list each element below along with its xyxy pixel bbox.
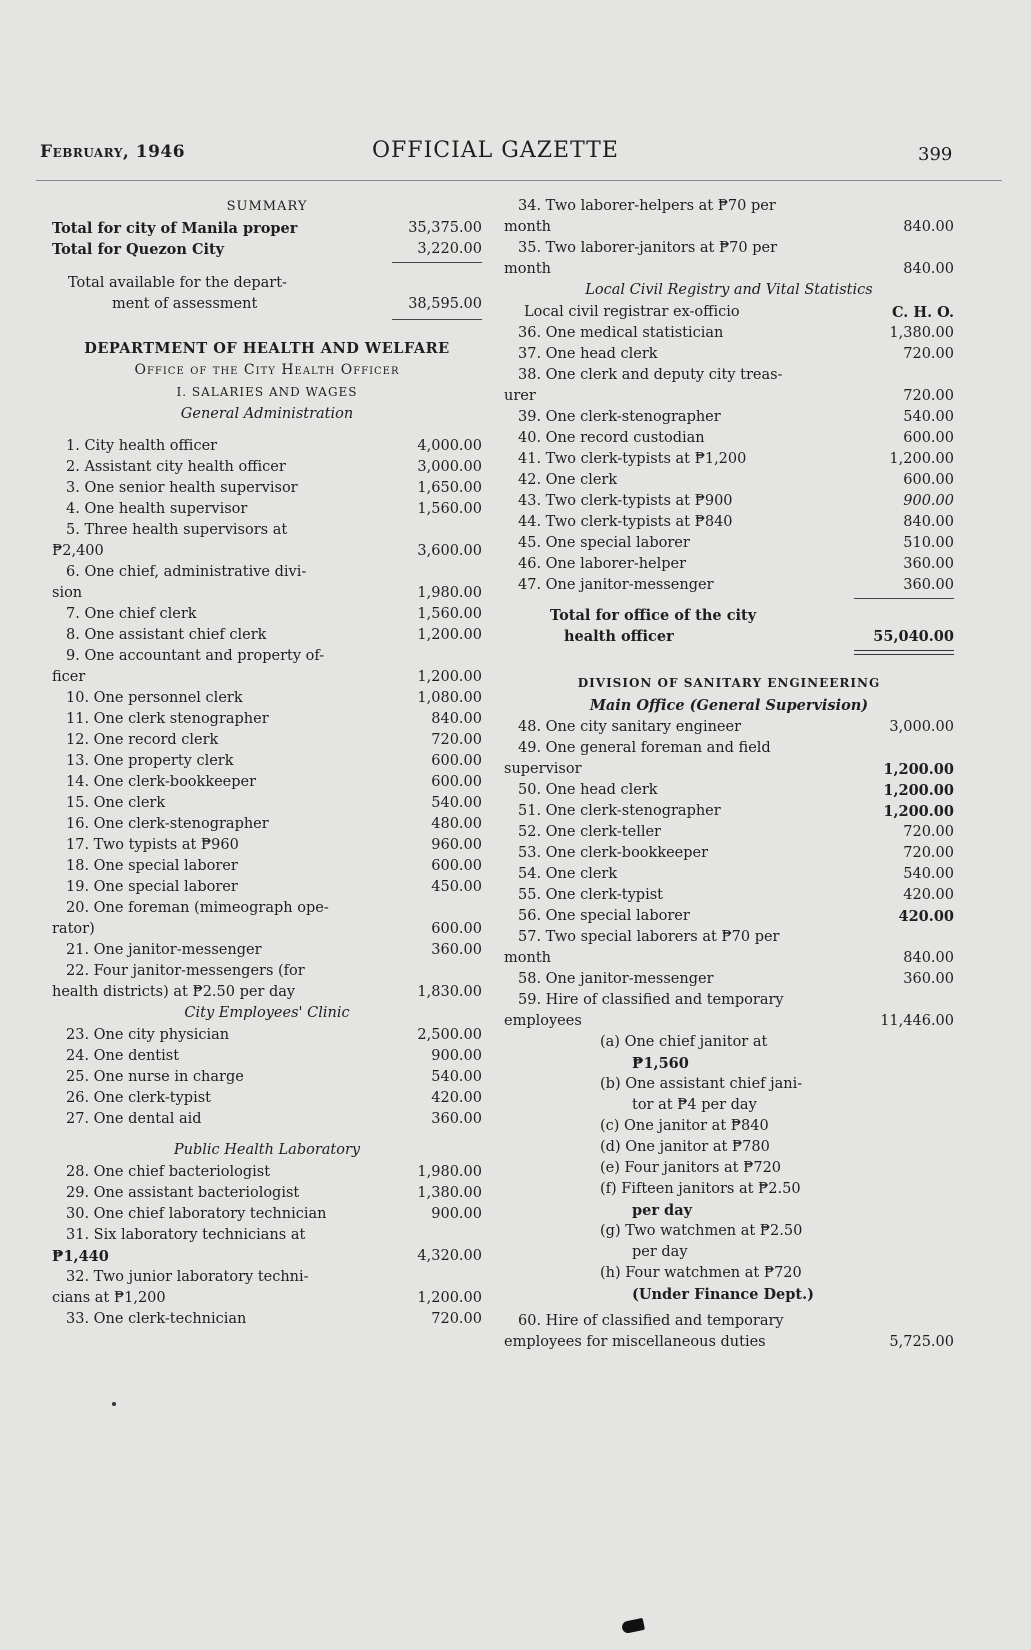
row-amount: 35,375.00 bbox=[408, 220, 482, 236]
item-row bbox=[52, 1046, 482, 1067]
row-amount: 11,446.00 bbox=[880, 1013, 954, 1029]
row-amount: 840.00 bbox=[903, 950, 954, 966]
header-rule bbox=[36, 180, 1002, 181]
row-label: ment of assessment bbox=[112, 296, 258, 312]
row-amount: 3,600.00 bbox=[417, 543, 482, 559]
item-row bbox=[52, 667, 482, 688]
item-row bbox=[504, 428, 954, 449]
row-amount: 1,080.00 bbox=[417, 690, 482, 706]
row-label: 8. One assistant chief clerk bbox=[66, 627, 267, 643]
item-row bbox=[504, 948, 954, 969]
item-row bbox=[52, 940, 482, 961]
summary-quezon-row bbox=[52, 239, 482, 260]
row-amount: 480.00 bbox=[431, 816, 482, 832]
row-amount: 720.00 bbox=[431, 1311, 482, 1327]
row-label: month bbox=[504, 219, 551, 235]
row-amount: 360.00 bbox=[903, 577, 954, 593]
row-label: ₱1,560 bbox=[632, 1055, 689, 1072]
row-label: 41. Two clerk-typists at ₱1,200 bbox=[518, 451, 747, 467]
row-label: 2. Assistant city health officer bbox=[66, 459, 286, 475]
item-row bbox=[504, 759, 954, 780]
sub-item-row bbox=[504, 1221, 954, 1242]
item-row bbox=[52, 793, 482, 814]
left-column bbox=[52, 196, 482, 1330]
row-label: 37. One head clerk bbox=[518, 346, 658, 362]
row-amount: 900.00 bbox=[431, 1048, 482, 1064]
item-row bbox=[504, 386, 954, 407]
row-amount: 1,560.00 bbox=[417, 606, 482, 622]
item-row bbox=[504, 969, 954, 990]
row-amount: 3,000.00 bbox=[417, 459, 482, 475]
row-label: 60. Hire of classified and temporary bbox=[518, 1313, 784, 1329]
row-label: 20. One foreman (mimeograph ope- bbox=[66, 900, 329, 916]
row-label: 10. One personnel clerk bbox=[66, 690, 243, 706]
row-amount: 5,725.00 bbox=[889, 1334, 954, 1350]
item-row bbox=[52, 1067, 482, 1088]
row-label: 40. One record custodian bbox=[518, 430, 705, 446]
row-amount: 55,040.00 bbox=[873, 628, 954, 645]
row-amount: 360.00 bbox=[903, 556, 954, 572]
row-amount: 3,000.00 bbox=[889, 719, 954, 735]
item-row bbox=[52, 1162, 482, 1183]
sub-item-row bbox=[504, 1074, 954, 1095]
item-row bbox=[52, 520, 482, 541]
item-row bbox=[504, 575, 954, 596]
row-label: health districts) at ₱2.50 per day bbox=[52, 984, 296, 1000]
item-row bbox=[52, 1204, 482, 1225]
total-row bbox=[504, 626, 954, 647]
row-amount: 840.00 bbox=[903, 261, 954, 277]
row-amount: 1,200.00 bbox=[883, 761, 954, 778]
item-row bbox=[52, 1183, 482, 1204]
row-label: (h) Four watchmen at ₱720 bbox=[600, 1265, 802, 1281]
row-label: 46. One laborer-helper bbox=[518, 556, 687, 572]
row-label: 51. One clerk-stenographer bbox=[518, 803, 721, 819]
item-row bbox=[504, 780, 954, 801]
row-amount: 1,200.00 bbox=[883, 782, 954, 799]
row-amount: 510.00 bbox=[903, 535, 954, 551]
general-admin-heading: General Administration bbox=[180, 406, 354, 422]
row-label: 30. One chief laboratory technician bbox=[66, 1206, 327, 1222]
row-label: 54. One clerk bbox=[518, 866, 618, 882]
row-amount: 600.00 bbox=[903, 472, 954, 488]
item-row bbox=[504, 407, 954, 428]
ink-smudge bbox=[621, 1618, 645, 1634]
item-row bbox=[52, 982, 482, 1003]
salaries-heading: I. SALARIES AND WAGES bbox=[176, 385, 358, 399]
sub-item-row bbox=[504, 1179, 954, 1200]
row-label: 34. Two laborer-helpers at ₱70 per bbox=[518, 198, 776, 214]
row-label: health officer bbox=[564, 628, 674, 645]
item-row bbox=[52, 1088, 482, 1109]
item-row bbox=[504, 238, 954, 259]
row-amount: 4,320.00 bbox=[417, 1248, 482, 1264]
row-label: 48. One city sanitary engineer bbox=[518, 719, 742, 735]
row-label: 1. City health officer bbox=[66, 438, 218, 454]
item-row bbox=[52, 646, 482, 667]
row-label: 49. One general foreman and field bbox=[518, 740, 771, 756]
row-label: 44. Two clerk-typists at ₱840 bbox=[518, 514, 733, 530]
item-row bbox=[52, 751, 482, 772]
division-title: DIVISION OF SANITARY ENGINEERING bbox=[577, 676, 881, 690]
item-row bbox=[52, 919, 482, 940]
row-amount: C. H. O. bbox=[891, 304, 954, 321]
row-label: 25. One nurse in charge bbox=[66, 1069, 244, 1085]
row-amount: 840.00 bbox=[903, 219, 954, 235]
row-label: 3. One senior health supervisor bbox=[66, 480, 298, 496]
item-row bbox=[504, 864, 954, 885]
row-label: 45. One special laborer bbox=[518, 535, 690, 551]
row-label: Total for city of Manila proper bbox=[52, 220, 298, 237]
row-amount: 4,000.00 bbox=[417, 438, 482, 454]
row-label: (a) One chief janitor at bbox=[600, 1034, 768, 1050]
row-amount: 720.00 bbox=[903, 346, 954, 362]
row-amount: 420.00 bbox=[903, 887, 954, 903]
item-row bbox=[52, 583, 482, 604]
row-amount: 1,380.00 bbox=[889, 325, 954, 341]
row-label: rator) bbox=[52, 921, 95, 937]
row-amount: 1,200.00 bbox=[883, 803, 954, 820]
row-label: 11. One clerk stenographer bbox=[66, 711, 269, 727]
row-amount: 600.00 bbox=[431, 921, 482, 937]
item-row bbox=[504, 822, 954, 843]
item-row bbox=[504, 717, 954, 738]
item-row bbox=[52, 835, 482, 856]
item-row bbox=[52, 730, 482, 751]
item-row bbox=[504, 323, 954, 344]
row-label: 42. One clerk bbox=[518, 472, 618, 488]
row-label: 4. One health supervisor bbox=[66, 501, 248, 517]
item-row bbox=[504, 512, 954, 533]
item-row bbox=[52, 625, 482, 646]
row-amount: 1,200.00 bbox=[417, 669, 482, 685]
sub-item-row bbox=[504, 1158, 954, 1179]
item-row bbox=[52, 856, 482, 877]
item-row bbox=[52, 436, 482, 457]
row-label: sion bbox=[52, 585, 83, 601]
row-label: (e) Four janitors at ₱720 bbox=[600, 1160, 782, 1176]
item-row bbox=[52, 898, 482, 919]
row-label: (b) One assistant chief jani- bbox=[600, 1076, 803, 1092]
row-label: 32. Two junior laboratory techni- bbox=[66, 1269, 309, 1285]
sub-item-row bbox=[504, 1116, 954, 1137]
item-row bbox=[504, 449, 954, 470]
header-date: February, 1946 bbox=[40, 142, 186, 162]
sub-item-row bbox=[504, 1284, 954, 1305]
row-label: cians at ₱1,200 bbox=[52, 1290, 166, 1306]
sub-item-row bbox=[504, 1032, 954, 1053]
row-label: 39. One clerk-stenographer bbox=[518, 409, 721, 425]
row-label: (Under Finance Dept.) bbox=[632, 1286, 815, 1303]
row-amount: 720.00 bbox=[903, 388, 954, 404]
row-label: 5. Three health supervisors at bbox=[66, 522, 288, 538]
row-label: Local civil registrar ex-officio bbox=[524, 304, 740, 320]
row-label: 35. Two laborer-janitors at ₱70 per bbox=[518, 240, 778, 256]
row-label: 36. One medical statistician bbox=[518, 325, 724, 341]
row-label: (c) One janitor at ₱840 bbox=[600, 1118, 769, 1134]
row-label: (f) Fifteen janitors at ₱2.50 bbox=[600, 1181, 801, 1197]
row-amount: 720.00 bbox=[903, 824, 954, 840]
row-label: per day bbox=[632, 1202, 693, 1219]
row-label: 56. One special laborer bbox=[518, 908, 690, 924]
row-label: per day bbox=[632, 1244, 688, 1260]
item-row bbox=[504, 801, 954, 822]
row-amount: 1,200.00 bbox=[889, 451, 954, 467]
item-row bbox=[504, 470, 954, 491]
summary-title: SUMMARY bbox=[226, 199, 308, 214]
summary-manila-row bbox=[52, 218, 482, 239]
row-amount: 1,650.00 bbox=[417, 480, 482, 496]
row-label: (d) One janitor at ₱780 bbox=[600, 1139, 770, 1155]
row-amount: 450.00 bbox=[431, 879, 482, 895]
item-row bbox=[504, 491, 954, 512]
row-amount: 720.00 bbox=[431, 732, 482, 748]
row-amount: 960.00 bbox=[431, 837, 482, 853]
row-label: 23. One city physician bbox=[66, 1027, 230, 1043]
row-amount: 420.00 bbox=[431, 1090, 482, 1106]
sub-item-row bbox=[504, 1053, 954, 1074]
row-label: ₱1,440 bbox=[52, 1248, 109, 1265]
sub-item-row bbox=[504, 1137, 954, 1158]
item-row bbox=[52, 1246, 482, 1267]
header-title: OFFICIAL GAZETTE bbox=[372, 138, 619, 163]
row-amount: 420.00 bbox=[898, 908, 954, 925]
row-label: 28. One chief bacteriologist bbox=[66, 1164, 271, 1180]
page-number: 399 bbox=[918, 144, 953, 165]
row-label: employees bbox=[504, 1013, 582, 1029]
row-label: 7. One chief clerk bbox=[66, 606, 197, 622]
item-row bbox=[504, 906, 954, 927]
row-amount: 360.00 bbox=[431, 1111, 482, 1127]
department-title: DEPARTMENT OF HEALTH AND WELFARE bbox=[84, 340, 450, 357]
row-label: 53. One clerk-bookkeeper bbox=[518, 845, 709, 861]
row-label: 21. One janitor-messenger bbox=[66, 942, 262, 958]
clinic-heading: City Employees' Clinic bbox=[184, 1005, 350, 1021]
row-label: 33. One clerk-technician bbox=[66, 1311, 247, 1327]
summary-total-line1 bbox=[22, 273, 452, 294]
item-row bbox=[504, 302, 954, 323]
row-amount: 360.00 bbox=[431, 942, 482, 958]
item-row bbox=[504, 259, 954, 280]
row-label: month bbox=[504, 950, 551, 966]
row-amount: 720.00 bbox=[903, 845, 954, 861]
sub-item-row bbox=[504, 1263, 954, 1284]
item-row bbox=[52, 1288, 482, 1309]
row-label: 26. One clerk-typist bbox=[66, 1090, 211, 1106]
civil-registry-heading: Local Civil Registry and Vital Statistics bbox=[585, 282, 873, 298]
item-row bbox=[52, 1109, 482, 1130]
item-row bbox=[504, 927, 954, 948]
row-amount: 1,980.00 bbox=[417, 585, 482, 601]
main-office-heading: Main Office (General Supervision) bbox=[589, 697, 869, 714]
row-label: 38. One clerk and deputy city treas- bbox=[518, 367, 783, 383]
summary-total-row bbox=[52, 294, 482, 315]
row-amount: 540.00 bbox=[431, 1069, 482, 1085]
row-label: 15. One clerk bbox=[66, 795, 166, 811]
row-label: (g) Two watchmen at ₱2.50 bbox=[600, 1223, 803, 1239]
item-row bbox=[504, 196, 954, 217]
row-amount: 38,595.00 bbox=[408, 296, 482, 312]
row-label: 14. One clerk-bookkeeper bbox=[66, 774, 257, 790]
row-label: 18. One special laborer bbox=[66, 858, 238, 874]
row-amount: 840.00 bbox=[903, 514, 954, 530]
item-row bbox=[504, 554, 954, 575]
sub-item-row bbox=[504, 1095, 954, 1116]
row-label: 57. Two special laborers at ₱70 per bbox=[518, 929, 780, 945]
row-amount: 600.00 bbox=[431, 753, 482, 769]
item-row bbox=[52, 541, 482, 562]
row-amount: 360.00 bbox=[903, 971, 954, 987]
item-row bbox=[504, 365, 954, 386]
row-label: 24. One dentist bbox=[66, 1048, 180, 1064]
row-amount: 2,500.00 bbox=[417, 1027, 482, 1043]
item-row bbox=[504, 990, 954, 1011]
sub-item-row bbox=[504, 1200, 954, 1221]
row-label: ₱2,400 bbox=[52, 543, 104, 559]
row-label: 17. Two typists at ₱960 bbox=[66, 837, 239, 853]
row-label: 16. One clerk-stenographer bbox=[66, 816, 269, 832]
row-amount: 1,200.00 bbox=[417, 627, 482, 643]
row-amount: 540.00 bbox=[903, 409, 954, 425]
row-label: 29. One assistant bacteriologist bbox=[66, 1185, 300, 1201]
page-header bbox=[0, 138, 1031, 174]
row-label: 13. One property clerk bbox=[66, 753, 234, 769]
item-row bbox=[504, 885, 954, 906]
item-row bbox=[52, 499, 482, 520]
item-row bbox=[52, 1309, 482, 1330]
row-amount: 1,830.00 bbox=[417, 984, 482, 1000]
item-row bbox=[504, 533, 954, 554]
ink-dot bbox=[112, 1402, 116, 1406]
item-row bbox=[52, 562, 482, 583]
row-label: employees for miscellaneous duties bbox=[504, 1334, 766, 1350]
sub-item-row bbox=[504, 1242, 954, 1263]
office-title: Office of the City Health Officer bbox=[134, 362, 400, 378]
row-label: 58. One janitor-messenger bbox=[518, 971, 714, 987]
row-label: 27. One dental aid bbox=[66, 1111, 202, 1127]
row-amount: 1,980.00 bbox=[417, 1164, 482, 1180]
row-label: tor at ₱4 per day bbox=[632, 1097, 757, 1113]
item-row bbox=[52, 478, 482, 499]
item-row bbox=[504, 344, 954, 365]
lab-heading: Public Health Laboratory bbox=[173, 1142, 361, 1158]
item-row bbox=[52, 1025, 482, 1046]
total-line1 bbox=[504, 605, 954, 626]
row-amount: 600.00 bbox=[431, 774, 482, 790]
row-label: Total for office of the city bbox=[550, 607, 757, 624]
row-amount: 3,220.00 bbox=[417, 241, 482, 257]
row-label: supervisor bbox=[504, 761, 582, 777]
row-label: 50. One head clerk bbox=[518, 782, 658, 798]
row-label: 19. One special laborer bbox=[66, 879, 238, 895]
item-row bbox=[52, 688, 482, 709]
row-amount: 900.00 bbox=[903, 493, 954, 509]
row-amount: 840.00 bbox=[431, 711, 482, 727]
row-label: 9. One accountant and property of- bbox=[66, 648, 325, 664]
row-amount: 540.00 bbox=[431, 795, 482, 811]
row-amount: 900.00 bbox=[431, 1206, 482, 1222]
item-row bbox=[52, 772, 482, 793]
item-row bbox=[52, 877, 482, 898]
row-amount: 1,200.00 bbox=[417, 1290, 482, 1306]
item-row bbox=[52, 1267, 482, 1288]
row-amount: 1,560.00 bbox=[417, 501, 482, 517]
row-amount: 600.00 bbox=[431, 858, 482, 874]
row-label: 6. One chief, administrative divi- bbox=[66, 564, 307, 580]
item-row bbox=[52, 457, 482, 478]
item-row bbox=[504, 1332, 954, 1353]
row-label: ficer bbox=[52, 669, 86, 685]
row-label: 31. Six laboratory technicians at bbox=[66, 1227, 306, 1243]
row-amount: 600.00 bbox=[903, 430, 954, 446]
row-label: urer bbox=[504, 388, 536, 404]
row-amount: 540.00 bbox=[903, 866, 954, 882]
item-row bbox=[52, 814, 482, 835]
row-label: Total for Quezon City bbox=[52, 241, 225, 258]
item-row bbox=[52, 604, 482, 625]
item-row bbox=[504, 738, 954, 759]
row-label: 22. Four janitor-messengers (for bbox=[66, 963, 305, 979]
item-row bbox=[504, 1311, 954, 1332]
row-label: 52. One clerk-teller bbox=[518, 824, 661, 840]
row-label: 55. One clerk-typist bbox=[518, 887, 663, 903]
item-row bbox=[504, 843, 954, 864]
item-row bbox=[52, 1225, 482, 1246]
item-row bbox=[504, 1011, 954, 1032]
item-row bbox=[52, 709, 482, 730]
row-label: month bbox=[504, 261, 551, 277]
row-label: 43. Two clerk-typists at ₱900 bbox=[518, 493, 733, 509]
row-label: Total available for the depart- bbox=[68, 275, 287, 291]
right-column bbox=[504, 196, 954, 1353]
row-label: 12. One record clerk bbox=[66, 732, 219, 748]
item-row bbox=[52, 961, 482, 982]
row-label: 47. One janitor-messenger bbox=[518, 577, 714, 593]
item-row bbox=[504, 217, 954, 238]
row-amount: 1,380.00 bbox=[417, 1185, 482, 1201]
row-label: 59. Hire of classified and temporary bbox=[518, 992, 784, 1008]
